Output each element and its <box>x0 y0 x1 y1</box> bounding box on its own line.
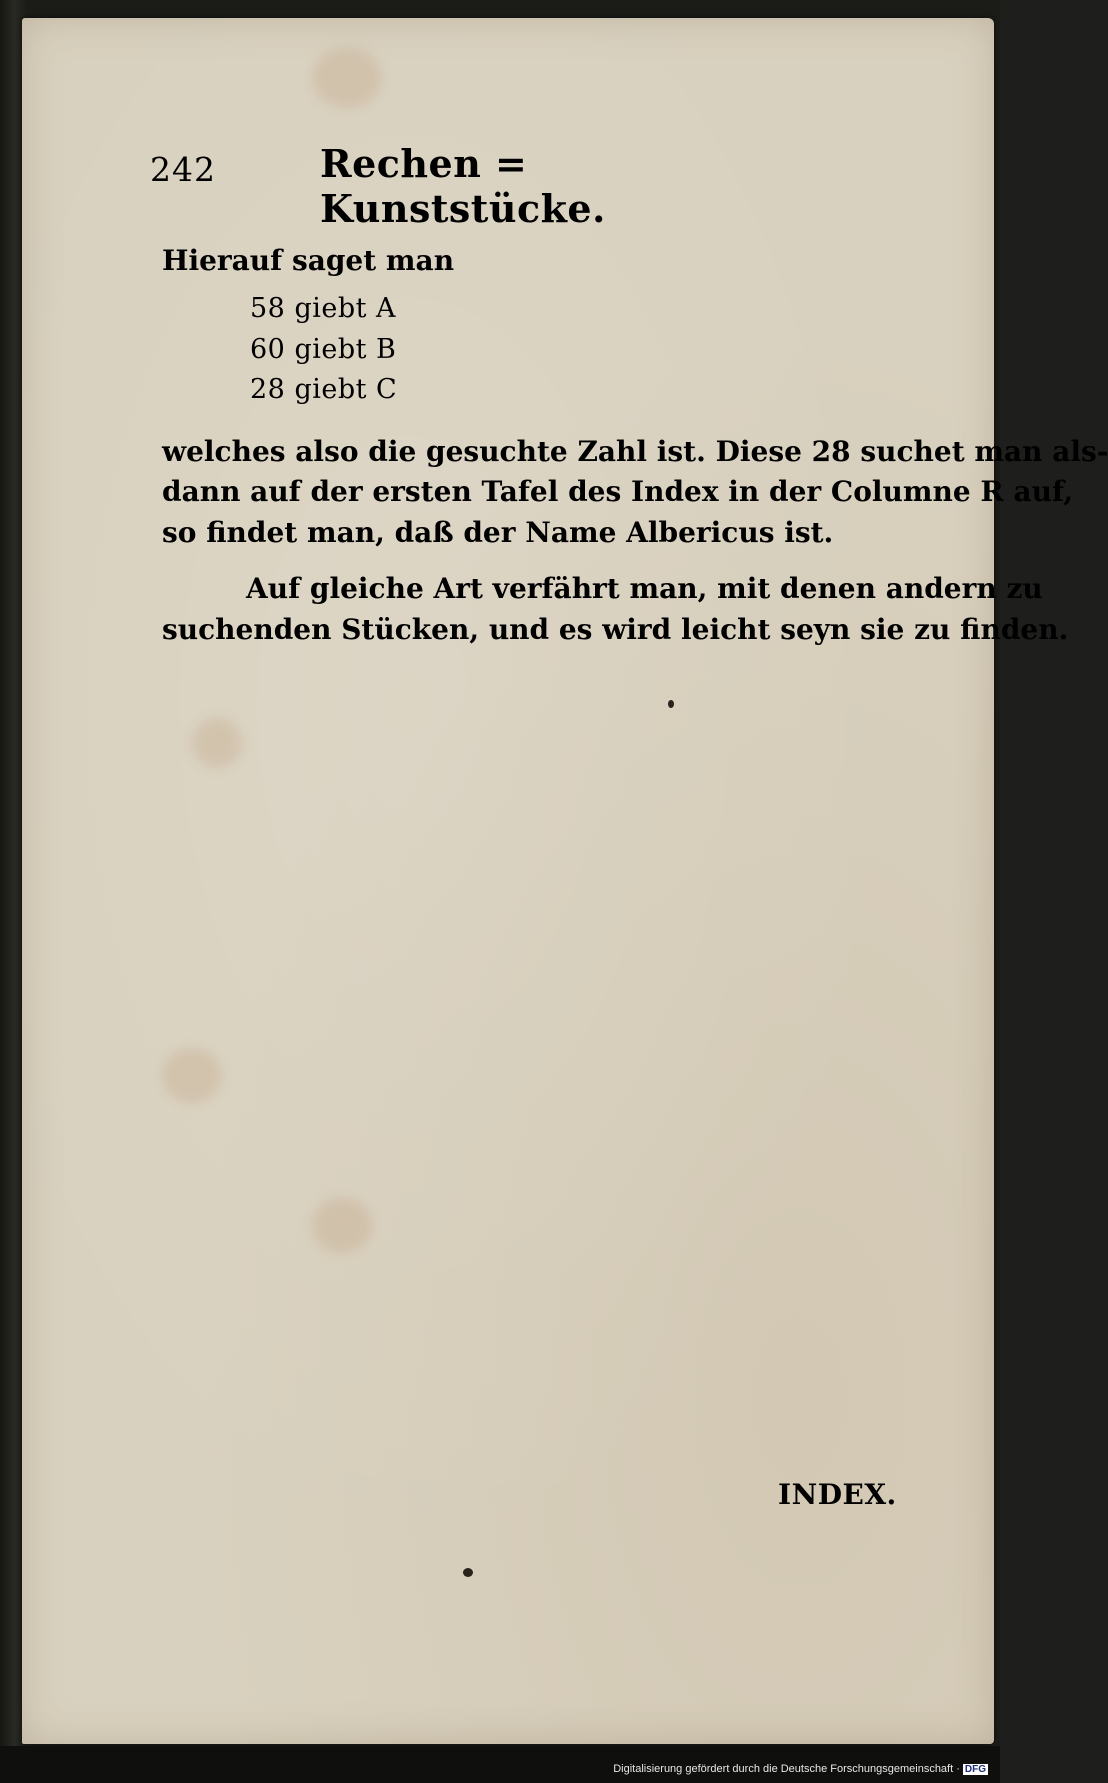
paper-stain <box>312 1198 372 1253</box>
paragraph-line: so findet man, daß der Name Albericus ist. <box>162 516 834 549</box>
digitization-credit <box>613 1763 988 1775</box>
credit-text: Digitalisierung gefördert durch die Deutsche Forschungsgemeinschaft · <box>613 1763 960 1775</box>
paragraph-line: suchenden Stücken, und es wird leicht seyn sie zu finden. <box>162 613 1069 646</box>
ink-speck <box>668 700 674 708</box>
paper-stain <box>192 718 242 768</box>
ink-speck <box>463 1568 473 1577</box>
paragraph-line: Auf gleiche Art verfährt man, mit denen andern zu <box>246 572 1043 605</box>
paragraph-line: welches also die gesuchte Zahl ist. Diese 28 suchet man als- <box>162 435 1108 468</box>
catchword: INDEX. <box>778 1478 897 1511</box>
list-item: 28 giebt C <box>250 374 398 405</box>
intro-line: Hierauf saget man <box>162 244 455 277</box>
page-number: 242 <box>150 150 216 189</box>
paper-stain <box>162 1048 222 1103</box>
page-header <box>150 135 750 231</box>
running-head: Rechen = Kunststücke. <box>320 141 606 231</box>
list-item: 60 giebt B <box>250 334 397 365</box>
paragraph-line: dann auf der ersten Tafel des Index in der Columne R auf, <box>162 475 1074 508</box>
list-item: 58 giebt A <box>250 293 397 324</box>
dfg-logo: DFG <box>964 1764 986 1775</box>
paper-stain <box>312 48 382 108</box>
